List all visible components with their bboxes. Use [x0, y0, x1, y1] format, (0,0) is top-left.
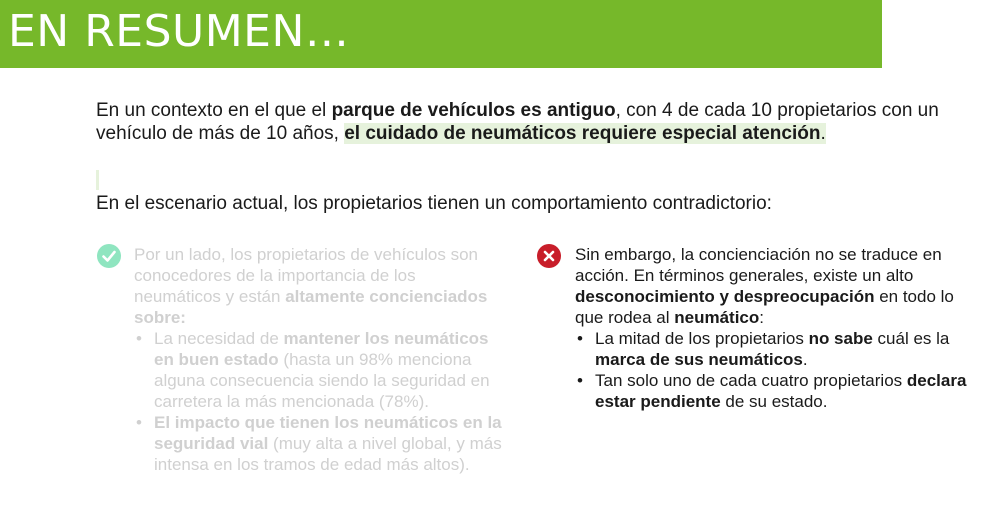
intro-text-2: , con 4 de cada 10 propietarios con un vehículo de más de 10 años, [96, 100, 939, 144]
awareness-list [134, 328, 506, 475]
inaction-column [575, 244, 975, 412]
page-title: EN RESUMEN… [8, 6, 350, 57]
awareness-column [134, 244, 506, 475]
scenario-paragraph: En el escenario actual, los propietarios tienen un comportamiento contradictorio: [96, 193, 772, 214]
list-item: • La mitad de los propietarios no sabe cuál es la marca de sus neumáticos. [577, 329, 950, 369]
header-banner [0, 0, 882, 68]
intro-paragraph [96, 99, 976, 145]
highlight-marker [96, 170, 99, 190]
list-item: • La necesidad de mantener los neumáticos en buen estado (hasta un 98% menciona alguna consecuencia siendo la seguridad en carretera la más mencionada (78%). [136, 329, 490, 411]
inaction-paragraph: Sin embargo, la concienciación no se traduce en acción. En términos generales, existe un alto desconocimiento y despreocupación en todo lo que rodea al neumático: [575, 245, 954, 327]
x-circle-icon [537, 244, 561, 268]
list-item: • El impacto que tienen los neumáticos en la seguridad vial (muy alta a nivel global, y más intensa en los tramos de edad más altos). [136, 413, 502, 474]
awareness-paragraph: Por un lado, los propietarios de vehículos son conocedores de la importancia de los neumáticos y están altamente concienciados sobre: [134, 245, 488, 327]
inaction-list [575, 328, 975, 412]
intro-text-1: En un contexto en el que el [96, 100, 332, 121]
list-item: • Tan solo uno de cada cuatro propietarios declara estar pendiente de su estado. [577, 371, 967, 411]
check-circle-icon [97, 244, 121, 268]
intro-text-3: . [820, 123, 826, 144]
intro-bold-1: parque de vehículos es antiguo [331, 100, 616, 121]
intro-highlight: el cuidado de neumáticos requiere especial atención [344, 123, 821, 144]
